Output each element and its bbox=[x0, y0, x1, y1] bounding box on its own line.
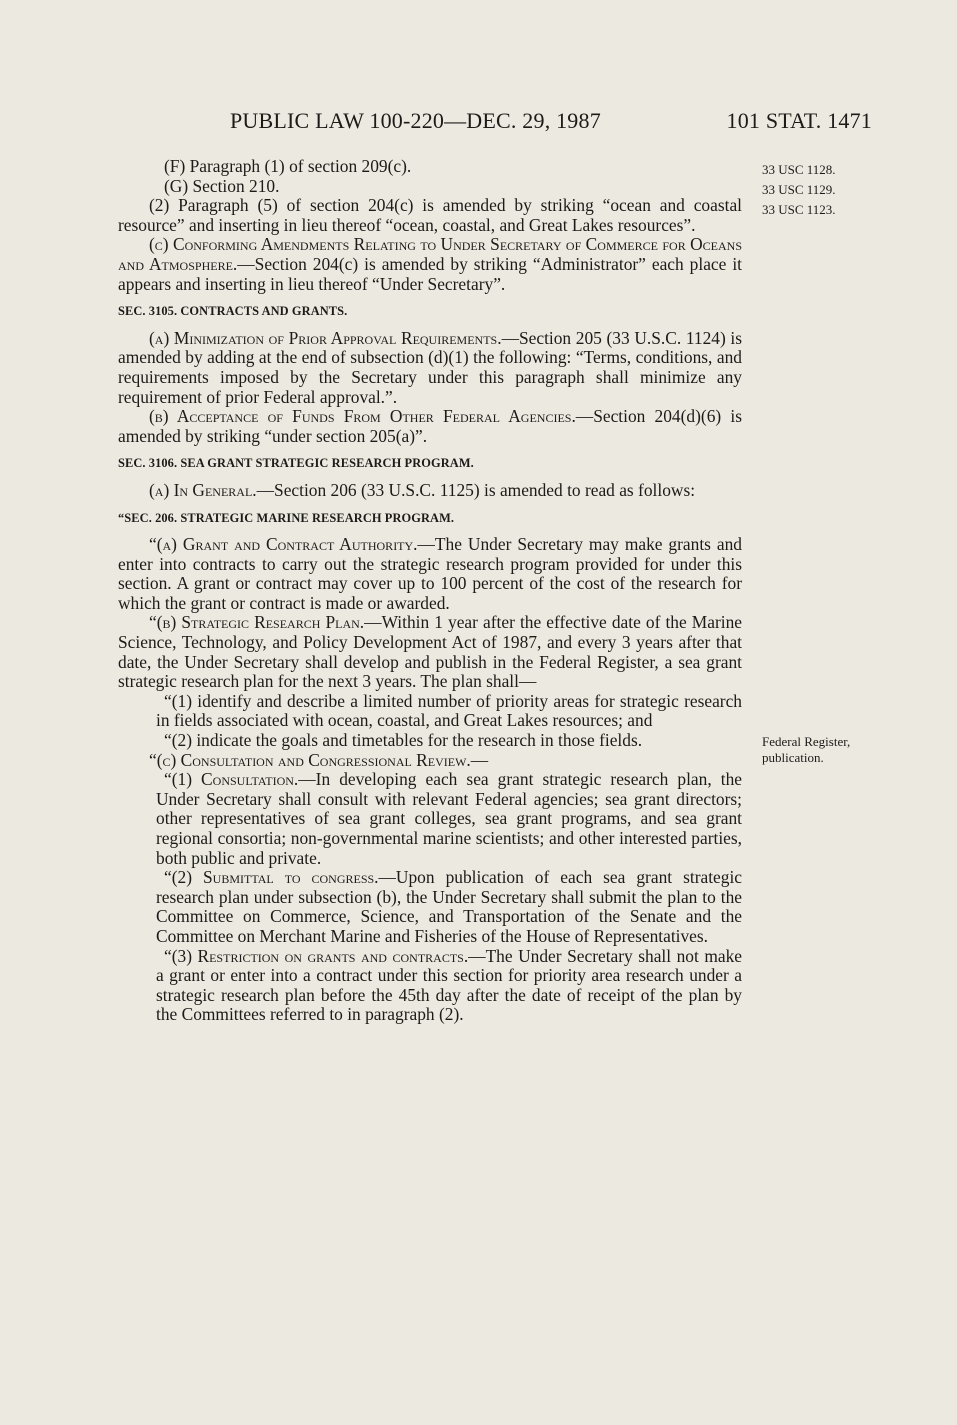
section-206-c-3 bbox=[118, 947, 742, 1025]
section-206-b-2: “(2) indicate the goals and timetables for the research in those fields. bbox=[164, 730, 643, 751]
margin-note-1128: 33 USC 1128. bbox=[762, 162, 836, 177]
section-206-c-1-text: —In developing each sea grant strategic research plan, the Under Secretary shall consult with relevant Federal agencies; sea grant directors; other representatives of sea grant colleges, sea grant programs, and sea grant regional consortia; non-governmental marine scientists; and other interested parties, both public and private. bbox=[156, 769, 742, 868]
section-206-c-1-heading: “(1) Consultation. bbox=[164, 769, 299, 790]
section-206-c-2 bbox=[118, 868, 742, 946]
document-body bbox=[118, 157, 742, 1025]
section-3106-heading: SEC. 3106. SEA GRANT STRATEGIC RESEARCH PROGRAM. bbox=[118, 456, 474, 471]
subsection-3105-a-heading: (a) Minimization of Prior Approval Requirements. bbox=[149, 327, 502, 348]
item-f: (F) Paragraph (1) of section 209(c). bbox=[164, 156, 412, 176]
subsection-c-text: —Section 204(c) is amended by striking “Administrator” each place it appears and inserting in lieu thereof “Under Secretary”. bbox=[118, 253, 742, 294]
header-title: PUBLIC LAW 100-220—DEC. 29, 1987 bbox=[230, 108, 601, 133]
subsection-3105-b-text: —Section 204(d)(6) is amended by striking “under section 205(a)”. bbox=[118, 406, 742, 446]
subsection-3105-b-heading: (b) Acceptance of Funds From Other Federal Agencies. bbox=[149, 406, 576, 427]
section-206-a bbox=[118, 535, 742, 613]
section-3105-heading: SEC. 3105. CONTRACTS AND GRANTS. bbox=[118, 304, 348, 319]
section-206-c bbox=[118, 751, 742, 771]
section-206-c-heading: “(c) Consultation and Congressional Review. bbox=[149, 749, 471, 770]
page-header bbox=[230, 108, 872, 134]
section-206-c-2-heading: “(2) Submittal to congress. bbox=[164, 867, 379, 888]
item-g: (G) Section 210. bbox=[164, 175, 280, 196]
margin-note-1123: 33 USC 1123. bbox=[762, 202, 836, 217]
subsection-3105-a bbox=[118, 329, 742, 407]
section-206-c-3-heading: “(3) Restriction on grants and contracts. bbox=[164, 945, 469, 966]
margin-note-1129: 33 USC 1129. bbox=[762, 182, 836, 197]
margin-note-federal-register: Federal Register, publication. bbox=[762, 734, 851, 765]
section-206-a-text: —The Under Secretary may make grants and enter into contracts to carry out the strategic research program provided for under this section. A grant or contract may cover up to 100 percent of the cost of the research for which the grant or contract is made or awarded. bbox=[118, 534, 742, 613]
section-206-b bbox=[118, 613, 742, 691]
section-206-c-3-text: —The Under Secretary shall not make a grant or enter into a contract under this section for priority area research under a strategic research plan before the 45th day after the date of receipt of the plan by the Committees referred to in paragraph (2). bbox=[156, 945, 742, 1025]
section-206-heading: “SEC. 206. STRATEGIC MARINE RESEARCH PROGRAM. bbox=[118, 510, 455, 525]
subsection-3106-a-heading: (a) In General. bbox=[149, 479, 257, 500]
subsection-3106-a-text: —Section 206 (33 U.S.C. 1125) is amended to read as follows: bbox=[256, 479, 696, 500]
subsection-3105-b bbox=[118, 407, 742, 446]
section-206-c-2-text: —Upon publication of each sea grant strategic research plan under subsection (b), the Under Secretary shall submit the plan to the Committee on Commerce, Science, and Transportation of the Senate and the Committee on Merchant Marine and Fisheries of the House of Representatives. bbox=[156, 867, 743, 946]
subsection-3106-a bbox=[118, 481, 742, 501]
subsection-3105-a-text: —Section 205 (33 U.S.C. 1124) is amended by adding at the end of subsection (d)(1) the following: “Terms, conditions, and requirements imposed by the Secretary under this paragraph shall minimize any requirement of prior Federal approval.”. bbox=[118, 327, 742, 407]
header-stat: 101 STAT. 1471 bbox=[726, 108, 872, 133]
subsection-c bbox=[118, 235, 742, 294]
section-206-c-dash: — bbox=[470, 749, 489, 770]
section-206-a-heading: “(a) Grant and Contract Authority. bbox=[149, 534, 418, 555]
section-206-c-1 bbox=[118, 770, 742, 868]
subsection-c-heading: (c) Conforming Amendments Relating to Under Secretary of Commerce for Oceans and Atmosphere. bbox=[118, 234, 742, 274]
section-206-b-heading: “(b) Strategic Research Plan. bbox=[149, 612, 365, 633]
section-206-b-1: “(1) identify and describe a limited number of priority areas for strategic research in fields associated with ocean, coastal, and Great Lakes resources; and bbox=[156, 690, 742, 731]
paragraph-2: (2) Paragraph (5) of section 204(c) is amended by striking “ocean and coastal resource” and inserting in lieu thereof “ocean, coastal, and Great Lakes resources”. bbox=[118, 195, 742, 235]
section-206-b-text: —Within 1 year after the effective date of the Marine Science, Technology, and Policy Development Act of 1987, and every 3 years after that date, the Under Secretary shall develop and publish in the Federal Register, a sea grant strategic research plan for the next 3 years. The plan shall— bbox=[118, 612, 742, 692]
